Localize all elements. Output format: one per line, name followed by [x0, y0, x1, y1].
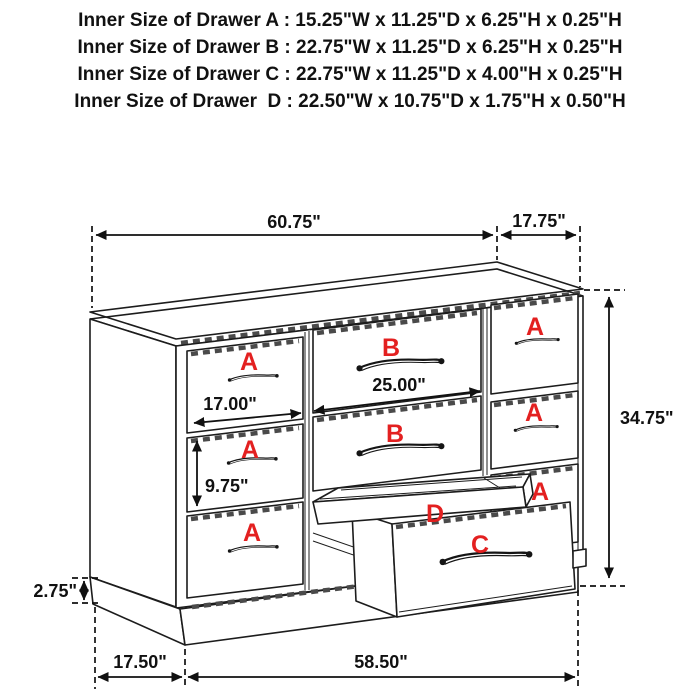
drawer-letter-b-top: B	[381, 334, 401, 362]
drawer-letter-a-right-bottom: A	[530, 478, 550, 506]
drawer-letter-d: D	[425, 500, 445, 528]
drawer-letter-a-left-bottom: A	[242, 519, 262, 547]
drawer-c-side	[352, 511, 397, 617]
drawer-c-size-line: Inner Size of Drawer C : 22.75"W x 11.25"D x 4.00"H x 0.25"H	[77, 64, 623, 85]
dim-label-base-width: 58.50"	[354, 652, 408, 672]
dim-label-base-depth: 17.50"	[113, 652, 167, 672]
cabinet-left-panel	[90, 319, 176, 607]
drawer-a-right-top	[491, 294, 578, 394]
drawer-b-size-line: Inner Size of Drawer B : 22.75"W x 11.25"D x 6.25"H x 0.25"H	[77, 37, 623, 58]
drawer-letter-b-bottom: B	[385, 420, 405, 448]
drawer-a-size-line: Inner Size of Drawer A : 15.25"W x 11.25"D x 6.25"H x 0.25"H	[78, 10, 622, 31]
drawer-letter-a-right-top: A	[525, 313, 545, 341]
dim-label-top-width: 60.75"	[267, 212, 321, 232]
rear-foot	[573, 549, 586, 568]
drawer-d-size-line: Inner Size of Drawer D : 22.50"W x 10.75"D x 1.75"H x 0.50"H	[74, 91, 626, 112]
dim-label-drawer-height: 9.75"	[205, 476, 249, 496]
drawer-letter-a-right-middle: A	[524, 399, 544, 427]
dim-label-height: 34.75"	[620, 408, 674, 428]
drawer-letter-a-left-middle: A	[240, 436, 260, 464]
drawer-letter-a-left-top: A	[239, 348, 259, 376]
drawer-letter-c: C	[470, 531, 490, 559]
dim-label-base-height: 2.75"	[33, 581, 77, 601]
dim-label-drawer-a-width: 17.00"	[203, 394, 257, 414]
dim-label-top-depth: 17.75"	[512, 211, 566, 231]
dim-label-drawer-b-width: 25.00"	[372, 375, 426, 395]
